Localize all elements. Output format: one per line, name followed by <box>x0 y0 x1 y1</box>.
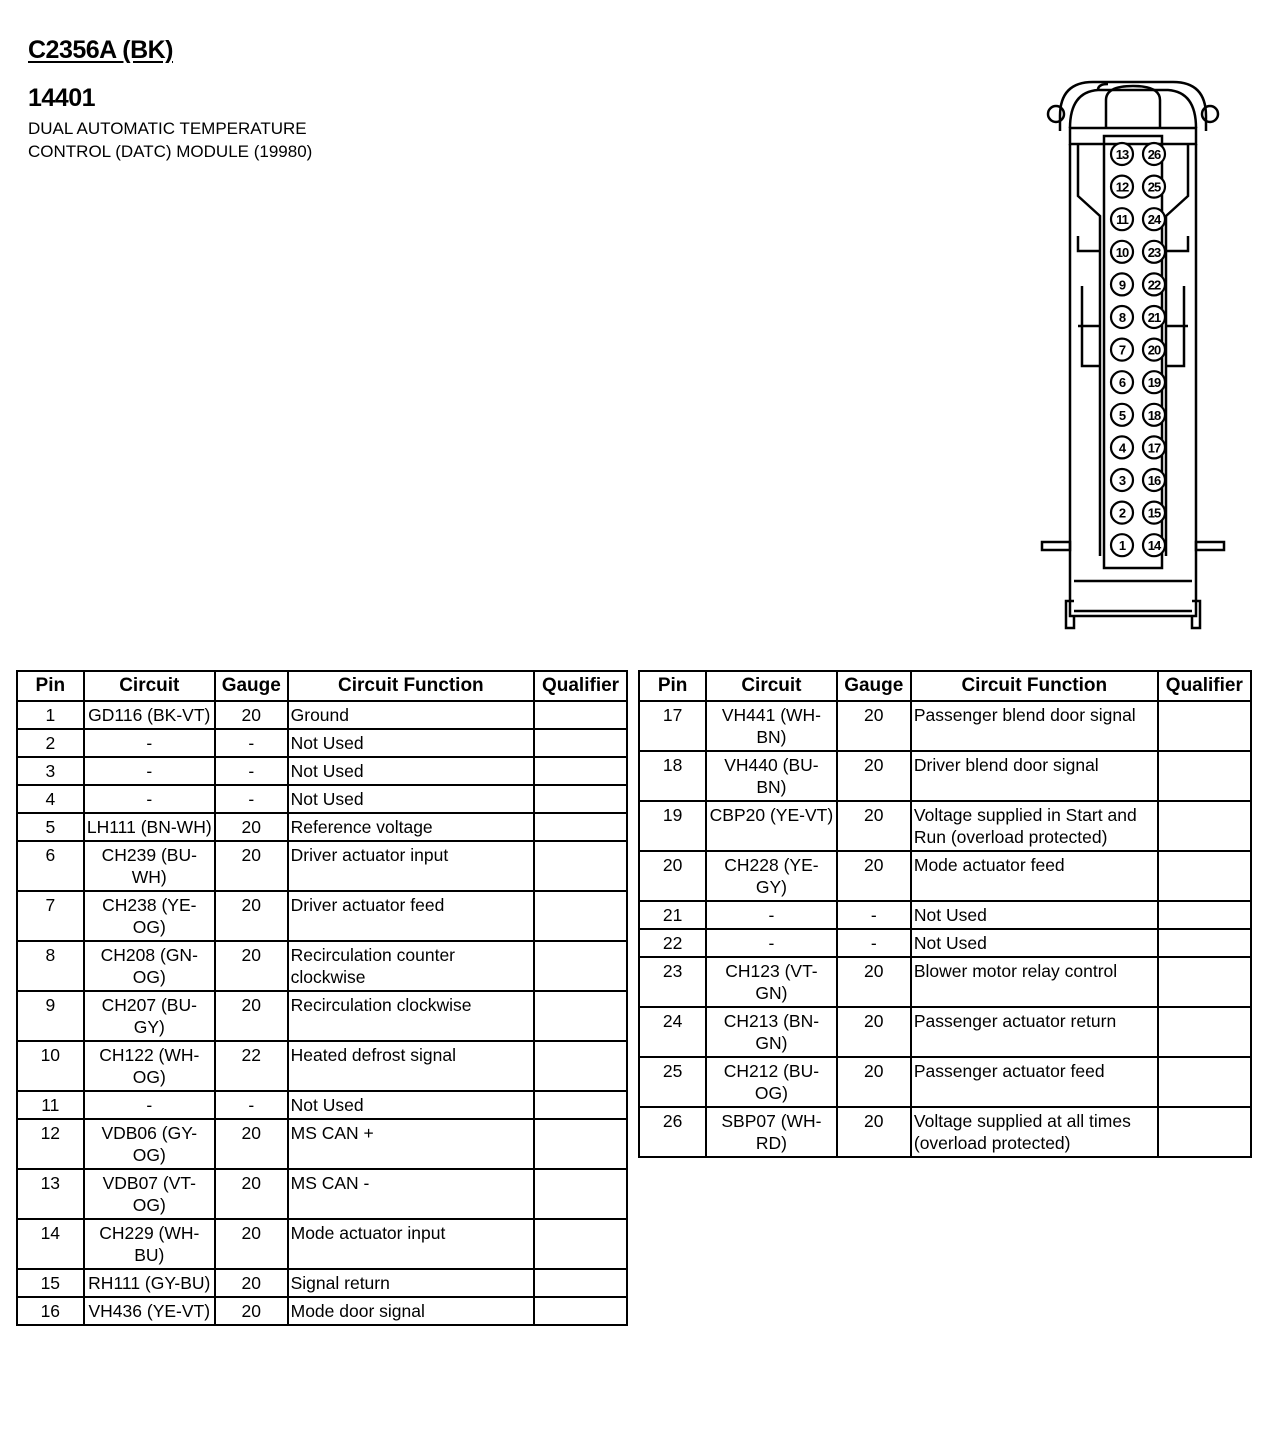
svg-text:7: 7 <box>1118 342 1126 358</box>
table-row <box>17 1091 627 1119</box>
table-row <box>639 751 1251 801</box>
circuit-cell: CH122 (WH-OG) <box>84 1041 215 1091</box>
table-row <box>639 1107 1251 1157</box>
qualifier-cell <box>1158 851 1251 901</box>
qualifier-cell <box>1158 701 1251 751</box>
circuit-cell: - <box>706 901 836 929</box>
table-row <box>17 991 627 1041</box>
pin-7-icon <box>1111 339 1133 361</box>
table-row <box>17 701 627 729</box>
table-row <box>17 891 627 941</box>
pinout-table-right <box>638 670 1252 1158</box>
circuit-function-cell: Ground <box>288 701 534 729</box>
gauge-cell: 20 <box>215 1169 288 1219</box>
pin-cell: 11 <box>17 1091 84 1119</box>
pin-cell: 25 <box>639 1057 706 1107</box>
gauge-cell: 20 <box>837 1107 911 1157</box>
circuit-cell: CH123 (VT-GN) <box>706 957 836 1007</box>
pin-11-icon <box>1111 208 1133 230</box>
gauge-cell: 22 <box>215 1041 288 1091</box>
gauge-cell: 20 <box>837 1057 911 1107</box>
pin-cell: 1 <box>17 701 84 729</box>
pin-cell: 24 <box>639 1007 706 1057</box>
column-header-circuit: Circuit <box>84 671 215 701</box>
pin-19-icon <box>1143 371 1165 393</box>
circuit-cell: - <box>84 729 215 757</box>
circuit-function-cell: Not Used <box>911 901 1158 929</box>
pin-cell: 3 <box>17 757 84 785</box>
circuit-cell: RH111 (GY-BU) <box>84 1269 215 1297</box>
table-row <box>17 1119 627 1169</box>
qualifier-cell <box>534 813 627 841</box>
table-row <box>639 851 1251 901</box>
qualifier-cell <box>1158 1057 1251 1107</box>
table-row <box>17 841 627 891</box>
circuit-cell: VH436 (YE-VT) <box>84 1297 215 1325</box>
svg-text:5: 5 <box>1118 407 1126 423</box>
pin-4-icon <box>1111 436 1133 458</box>
pin-21-icon <box>1143 306 1165 328</box>
table-row <box>17 785 627 813</box>
table-row <box>639 957 1251 1007</box>
circuit-function-cell: Driver blend door signal <box>911 751 1158 801</box>
circuit-cell: - <box>84 1091 215 1119</box>
svg-text:15: 15 <box>1147 505 1161 521</box>
module-description <box>28 117 312 163</box>
gauge-cell: 20 <box>837 851 911 901</box>
gauge-cell: 20 <box>837 801 911 851</box>
circuit-cell: CH238 (YE-OG) <box>84 891 215 941</box>
table-row <box>17 1269 627 1297</box>
pin-cell: 18 <box>639 751 706 801</box>
qualifier-cell <box>1158 957 1251 1007</box>
svg-text:8: 8 <box>1118 310 1126 325</box>
gauge-cell: 20 <box>215 1269 288 1297</box>
table-header-row <box>17 671 627 701</box>
table-row <box>639 1057 1251 1107</box>
circuit-cell: CH213 (BN-GN) <box>706 1007 836 1057</box>
svg-text:14: 14 <box>1147 538 1161 554</box>
pin-cell: 6 <box>17 841 84 891</box>
gauge-cell: - <box>837 929 911 957</box>
circuit-cell: CH229 (WH-BU) <box>84 1219 215 1269</box>
pin-16-icon <box>1143 469 1165 491</box>
gauge-cell: - <box>215 1091 288 1119</box>
gauge-cell: - <box>215 757 288 785</box>
column-header-pin: Pin <box>639 671 706 701</box>
pin-22-icon <box>1143 273 1165 295</box>
circuit-cell: - <box>84 757 215 785</box>
svg-text:12: 12 <box>1115 179 1129 195</box>
pin-cell: 21 <box>639 901 706 929</box>
qualifier-cell <box>1158 801 1251 851</box>
circuit-function-cell: Passenger actuator return <box>911 1007 1158 1057</box>
circuit-cell: CH212 (BU-OG) <box>706 1057 836 1107</box>
table-row <box>17 813 627 841</box>
pin-10-icon <box>1111 241 1133 263</box>
qualifier-cell <box>534 891 627 941</box>
qualifier-cell <box>1158 929 1251 957</box>
svg-text:11: 11 <box>1116 212 1128 228</box>
circuit-function-cell: Not Used <box>288 785 534 813</box>
circuit-cell: CBP20 (YE-VT) <box>706 801 836 851</box>
circuit-cell: CH228 (YE-GY) <box>706 851 836 901</box>
qualifier-cell <box>534 991 627 1041</box>
column-header-pin: Pin <box>17 671 84 701</box>
qualifier-cell <box>534 729 627 757</box>
gauge-cell: 20 <box>215 941 288 991</box>
gauge-cell: 20 <box>215 991 288 1041</box>
gauge-cell: 20 <box>837 701 911 751</box>
qualifier-cell <box>534 757 627 785</box>
pin-8-icon <box>1111 306 1133 328</box>
svg-text:19: 19 <box>1147 375 1161 391</box>
pin-3-icon <box>1111 469 1133 491</box>
circuit-function-cell: Recirculation clockwise <box>288 991 534 1041</box>
svg-text:16: 16 <box>1147 473 1161 488</box>
pin-5-icon <box>1111 404 1133 426</box>
qualifier-cell <box>534 785 627 813</box>
gauge-cell: 20 <box>837 751 911 801</box>
circuit-cell: VDB06 (GY-OG) <box>84 1119 215 1169</box>
svg-text:26: 26 <box>1147 147 1161 162</box>
circuit-cell: VDB07 (VT-OG) <box>84 1169 215 1219</box>
qualifier-cell <box>1158 901 1251 929</box>
circuit-function-cell: MS CAN + <box>288 1119 534 1169</box>
svg-text:1: 1 <box>1118 538 1126 554</box>
pin-25-icon <box>1143 176 1165 198</box>
table-row <box>639 901 1251 929</box>
pin-17-icon <box>1143 436 1165 458</box>
table-row <box>639 929 1251 957</box>
svg-text:25: 25 <box>1147 179 1161 195</box>
qualifier-cell <box>534 1091 627 1119</box>
circuit-function-cell: Not Used <box>288 1091 534 1119</box>
circuit-function-cell: Reference voltage <box>288 813 534 841</box>
svg-text:4: 4 <box>1118 440 1126 456</box>
circuit-cell: - <box>84 785 215 813</box>
qualifier-cell <box>534 1219 627 1269</box>
svg-text:13: 13 <box>1115 147 1129 162</box>
pin-cell: 12 <box>17 1119 84 1169</box>
gauge-cell: - <box>215 785 288 813</box>
pin-cell: 16 <box>17 1297 84 1325</box>
circuit-function-cell: Not Used <box>288 757 534 785</box>
table-row <box>17 729 627 757</box>
table-row <box>639 801 1251 851</box>
table-row <box>17 1169 627 1219</box>
pin-cell: 13 <box>17 1169 84 1219</box>
table-row <box>639 701 1251 751</box>
pin-24-icon <box>1143 208 1165 230</box>
qualifier-cell <box>534 1041 627 1091</box>
gauge-cell: 20 <box>215 891 288 941</box>
circuit-function-cell: Passenger actuator feed <box>911 1057 1158 1107</box>
column-header-circuit-function: Circuit Function <box>288 671 534 701</box>
circuit-cell: CH239 (BU-WH) <box>84 841 215 891</box>
column-header-gauge: Gauge <box>837 671 911 701</box>
table-row <box>17 1219 627 1269</box>
pin-20-icon <box>1143 339 1165 361</box>
svg-text:21: 21 <box>1147 310 1161 325</box>
circuit-cell: CH207 (BU-GY) <box>84 991 215 1041</box>
connector-id-title: C2356A (BK) <box>28 36 174 64</box>
svg-text:18: 18 <box>1147 407 1161 423</box>
circuit-function-cell: Not Used <box>288 729 534 757</box>
table-row <box>639 1007 1251 1057</box>
gauge-cell: - <box>215 729 288 757</box>
pin-cell: 23 <box>639 957 706 1007</box>
pin-9-icon <box>1111 273 1133 295</box>
circuit-function-cell: Not Used <box>911 929 1158 957</box>
pin-14-icon <box>1143 534 1165 556</box>
circuit-function-cell: Heated defrost signal <box>288 1041 534 1091</box>
column-header-circuit: Circuit <box>706 671 836 701</box>
pin-1-icon <box>1111 534 1133 556</box>
qualifier-cell <box>534 841 627 891</box>
gauge-cell: 20 <box>215 1219 288 1269</box>
column-header-qualifier: Qualifier <box>1158 671 1251 701</box>
qualifier-cell <box>1158 1107 1251 1157</box>
circuit-function-cell: Driver actuator input <box>288 841 534 891</box>
pin-cell: 7 <box>17 891 84 941</box>
pin-cell: 8 <box>17 941 84 991</box>
svg-text:17: 17 <box>1147 440 1161 456</box>
qualifier-cell <box>534 1169 627 1219</box>
column-header-gauge: Gauge <box>215 671 288 701</box>
table-row <box>17 757 627 785</box>
circuit-cell: SBP07 (WH-RD) <box>706 1107 836 1157</box>
svg-text:20: 20 <box>1147 342 1161 358</box>
gauge-cell: 20 <box>215 1297 288 1325</box>
circuit-cell: GD116 (BK-VT) <box>84 701 215 729</box>
qualifier-cell <box>534 941 627 991</box>
pin-26-icon <box>1143 143 1165 165</box>
table-row <box>17 1297 627 1325</box>
circuit-cell: - <box>706 929 836 957</box>
pin-cell: 10 <box>17 1041 84 1091</box>
circuit-function-cell: Signal return <box>288 1269 534 1297</box>
svg-text:22: 22 <box>1147 277 1161 293</box>
qualifier-cell <box>1158 751 1251 801</box>
table-row <box>17 1041 627 1091</box>
connector-face-icon <box>1038 76 1228 636</box>
pin-6-icon <box>1111 371 1133 393</box>
pin-12-icon <box>1111 176 1133 198</box>
circuit-function-cell: Mode actuator feed <box>911 851 1158 901</box>
pin-cell: 2 <box>17 729 84 757</box>
svg-text:3: 3 <box>1118 473 1126 488</box>
pin-cell: 14 <box>17 1219 84 1269</box>
circuit-function-cell: Voltage supplied at all times (overload protected) <box>911 1107 1158 1157</box>
pin-cell: 19 <box>639 801 706 851</box>
pin-2-icon <box>1111 502 1133 524</box>
gauge-cell: - <box>837 901 911 929</box>
pin-13-icon <box>1111 143 1133 165</box>
pin-cell: 26 <box>639 1107 706 1157</box>
qualifier-cell <box>534 1297 627 1325</box>
pin-cell: 9 <box>17 991 84 1041</box>
circuit-function-cell: Passenger blend door signal <box>911 701 1158 751</box>
pin-15-icon <box>1143 502 1165 524</box>
qualifier-cell <box>534 1269 627 1297</box>
svg-text:9: 9 <box>1118 277 1126 293</box>
module-number: 14401 <box>28 84 96 112</box>
circuit-cell: CH208 (GN-OG) <box>84 941 215 991</box>
circuit-cell: LH111 (BN-WH) <box>84 813 215 841</box>
circuit-function-cell: Mode door signal <box>288 1297 534 1325</box>
svg-text:10: 10 <box>1115 244 1129 260</box>
svg-text:6: 6 <box>1118 375 1126 391</box>
circuit-cell: VH440 (BU-BN) <box>706 751 836 801</box>
gauge-cell: 20 <box>837 957 911 1007</box>
gauge-cell: 20 <box>215 701 288 729</box>
table-row <box>17 941 627 991</box>
circuit-function-cell: Voltage supplied in Start and Run (overload protected) <box>911 801 1158 851</box>
svg-text:23: 23 <box>1147 244 1161 260</box>
gauge-cell: 20 <box>837 1007 911 1057</box>
circuit-function-cell: Recirculation counter clockwise <box>288 941 534 991</box>
qualifier-cell <box>534 701 627 729</box>
circuit-function-cell: Driver actuator feed <box>288 891 534 941</box>
pin-cell: 15 <box>17 1269 84 1297</box>
column-header-qualifier: Qualifier <box>534 671 627 701</box>
pin-cell: 17 <box>639 701 706 751</box>
pin-23-icon <box>1143 241 1165 263</box>
module-description-line-2: CONTROL (DATC) MODULE (19980) <box>28 142 313 161</box>
pin-cell: 20 <box>639 851 706 901</box>
pin-cell: 4 <box>17 785 84 813</box>
qualifier-cell <box>1158 1007 1251 1057</box>
pin-cell: 22 <box>639 929 706 957</box>
gauge-cell: 20 <box>215 841 288 891</box>
circuit-function-cell: MS CAN - <box>288 1169 534 1219</box>
gauge-cell: 20 <box>215 1119 288 1169</box>
svg-text:2: 2 <box>1118 505 1126 521</box>
column-header-circuit-function: Circuit Function <box>911 671 1158 701</box>
circuit-function-cell: Blower motor relay control <box>911 957 1158 1007</box>
qualifier-cell <box>534 1119 627 1169</box>
circuit-function-cell: Mode actuator input <box>288 1219 534 1269</box>
pinout-table-left <box>16 670 628 1326</box>
circuit-cell: VH441 (WH-BN) <box>706 701 836 751</box>
pin-18-icon <box>1143 404 1165 426</box>
pin-cell: 5 <box>17 813 84 841</box>
svg-text:24: 24 <box>1147 212 1161 228</box>
module-description-line-1: DUAL AUTOMATIC TEMPERATURE <box>28 119 307 138</box>
gauge-cell: 20 <box>215 813 288 841</box>
table-header-row <box>639 671 1251 701</box>
